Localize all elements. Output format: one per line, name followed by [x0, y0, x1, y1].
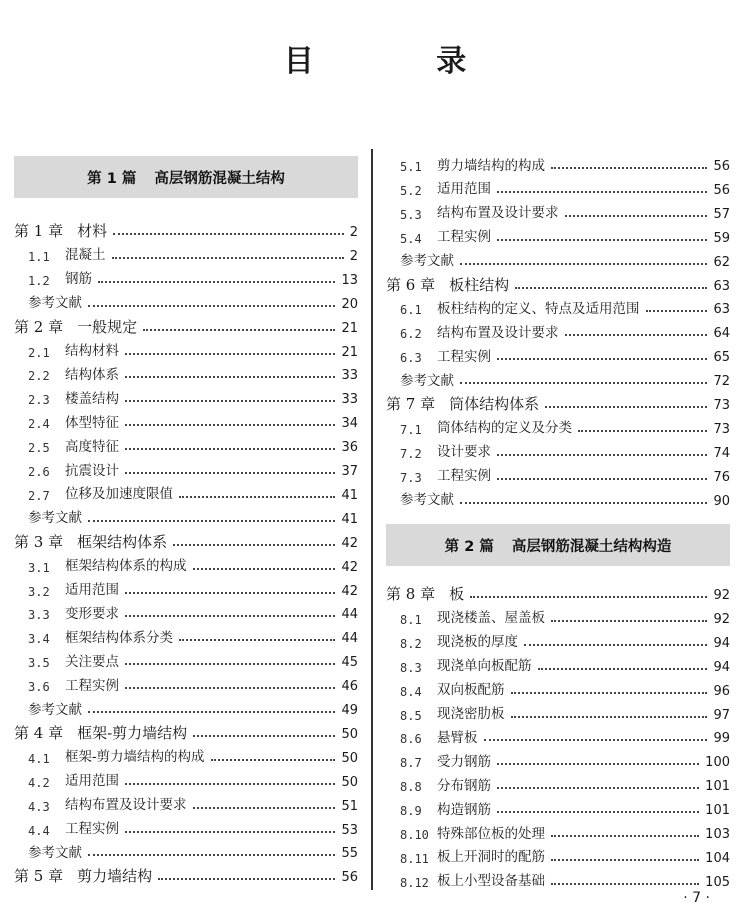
- entry-title: 双向板配筋: [437, 682, 505, 699]
- dot-leader: [646, 310, 708, 312]
- chapter-label: 第 1 章: [14, 222, 64, 240]
- entry-title: 高度特征: [65, 438, 119, 455]
- toc-entry-section[interactable]: [14, 241, 358, 263]
- entry-title: 剪力墙结构的构成: [437, 157, 545, 174]
- toc-entry-section[interactable]: [14, 265, 358, 287]
- dot-leader: [193, 735, 335, 737]
- toc-entry-section[interactable]: [386, 438, 730, 460]
- column-divider: [371, 149, 373, 890]
- page-ref: 73: [713, 398, 730, 413]
- chapter-label: 第 2 章: [14, 317, 64, 336]
- page-ref: 33: [341, 392, 358, 408]
- page-ref: 90: [713, 493, 730, 509]
- dot-leader: [125, 783, 335, 785]
- page-ref: 92: [713, 611, 730, 627]
- part-title: 高层钢筋混凝土结构构造: [511, 538, 672, 555]
- section-number: 8.12: [400, 875, 429, 890]
- page-ref: 56: [713, 182, 730, 198]
- page-ref: 64: [713, 326, 730, 342]
- page-ref: 44: [341, 631, 358, 647]
- section-number: 8.9: [400, 804, 422, 819]
- dot-leader: [125, 353, 335, 355]
- entry-title: 混凝土: [65, 247, 106, 264]
- page-ref: 13: [341, 272, 358, 288]
- toc-entry-section[interactable]: [14, 480, 358, 502]
- dot-leader: [578, 430, 707, 432]
- page-ref: 42: [341, 535, 358, 551]
- section-number: 3.1: [28, 560, 50, 575]
- dot-leader: [98, 281, 335, 283]
- toc-entry-section[interactable]: [14, 384, 358, 406]
- page-ref: 49: [341, 703, 358, 718]
- dot-leader: [460, 263, 707, 265]
- dot-leader: [551, 620, 707, 622]
- toc-entry-chapter[interactable]: [14, 719, 358, 741]
- page-ref: 42: [341, 559, 358, 575]
- page-ref: 59: [713, 230, 730, 246]
- entry-title: 板柱结构的定义、特点及适用范围: [437, 300, 640, 317]
- toc-entry-section[interactable]: [14, 671, 358, 693]
- page-ref: 44: [341, 607, 358, 623]
- entry-title: 板柱结构: [449, 275, 510, 294]
- dot-leader: [158, 878, 335, 880]
- page-ref: 53: [341, 822, 358, 838]
- toc-entry-section[interactable]: [14, 815, 358, 837]
- dot-leader: [497, 358, 707, 360]
- dot-leader: [460, 502, 707, 504]
- section-number: 4.3: [28, 799, 50, 814]
- entry-title: 筒体结构体系: [449, 395, 540, 413]
- toc-entry-section[interactable]: [386, 604, 730, 626]
- dot-leader: [551, 167, 707, 169]
- toc-entry-section[interactable]: [14, 623, 358, 645]
- page-ref: 62: [713, 254, 730, 270]
- toc-entry-ref[interactable]: [386, 486, 730, 508]
- entry-title: 变形要求: [65, 605, 119, 622]
- toc-entry-section[interactable]: [14, 552, 358, 574]
- section-number: 8.1: [400, 612, 422, 627]
- section-number: 3.6: [28, 680, 50, 695]
- entry-title: 关注要点: [65, 653, 119, 670]
- section-number: 8.11: [400, 851, 429, 866]
- dot-leader: [484, 739, 708, 741]
- toc-entry-ref[interactable]: [386, 366, 730, 388]
- page-ref: 37: [341, 464, 358, 479]
- page-ref: 94: [713, 635, 730, 651]
- toc-entry-chapter[interactable]: [14, 313, 358, 335]
- part-label: 第 1 篇: [87, 170, 137, 187]
- dot-leader: [125, 663, 335, 665]
- toc-entry-ref[interactable]: [14, 695, 358, 717]
- dot-leader: [511, 716, 708, 718]
- dot-leader: [497, 478, 707, 480]
- page-ref: 65: [713, 350, 730, 366]
- toc-entry-section[interactable]: [386, 795, 730, 817]
- entry-title: 板上开洞时的配筋: [437, 849, 545, 866]
- part-label: 第 2 篇: [444, 538, 494, 555]
- section-number: 7.3: [400, 470, 422, 485]
- page-ref: 46: [341, 679, 358, 695]
- entry-title: 结构布置及设计要求: [437, 324, 559, 341]
- entry-title: 参考文献: [400, 492, 454, 509]
- chapter-label: 第 6 章: [386, 275, 436, 294]
- dot-leader: [125, 592, 335, 594]
- entry-title: 工程实例: [437, 468, 491, 485]
- entry-title: 结构体系: [65, 366, 119, 383]
- toc-entry-section[interactable]: [386, 652, 730, 674]
- toc-entry-ref[interactable]: [14, 289, 358, 311]
- entry-title: 结构材料: [65, 343, 119, 359]
- entry-title: 结构布置及设计要求: [65, 797, 187, 814]
- section-number: 2.4: [28, 417, 50, 432]
- page-number: · 7 ·: [683, 890, 710, 906]
- entry-title: 参考文献: [400, 253, 454, 270]
- dot-leader: [193, 807, 336, 809]
- section-number: 8.3: [400, 660, 422, 675]
- page-ref: 100: [705, 755, 730, 771]
- toc-entry-section[interactable]: [14, 599, 358, 621]
- dot-leader: [524, 644, 707, 646]
- page-ref: 94: [713, 659, 730, 675]
- page-ref: 50: [341, 774, 358, 790]
- section-number: 8.7: [400, 756, 422, 771]
- section-number: 7.2: [400, 446, 422, 461]
- toc-entry-section[interactable]: [386, 867, 730, 889]
- section-number: 1.2: [28, 273, 50, 288]
- entry-title: 剪力墙结构: [77, 867, 153, 886]
- dot-leader: [497, 191, 707, 193]
- entry-title: 一般规定: [77, 317, 138, 336]
- dot-leader: [173, 544, 335, 546]
- page-ref: 63: [713, 278, 730, 294]
- dot-leader: [565, 215, 708, 217]
- section-number: 2.2: [28, 369, 50, 384]
- toc-entry-ref[interactable]: [386, 247, 730, 269]
- page-ref: 56: [341, 870, 358, 886]
- toc-entry-chapter[interactable]: [14, 217, 358, 239]
- section-number: 8.2: [400, 636, 422, 651]
- entry-title: 构造钢筋: [437, 801, 491, 818]
- entry-title: 板: [449, 585, 465, 603]
- toc-entry-section[interactable]: [386, 175, 730, 197]
- dot-leader: [125, 448, 335, 450]
- page-ref: 76: [713, 469, 730, 485]
- toc-entry-section[interactable]: [386, 819, 730, 841]
- page-ref: 2: [349, 248, 358, 264]
- toc-entry-section[interactable]: [386, 342, 730, 364]
- dot-leader: [113, 233, 344, 235]
- toc-entry-section[interactable]: [386, 723, 730, 745]
- entry-title: 体型特征: [65, 414, 119, 431]
- section-number: 4.1: [28, 751, 50, 766]
- entry-title: 框架结构体系的构成: [65, 558, 187, 575]
- toc-entry-chapter[interactable]: [386, 580, 730, 602]
- part-title: 高层钢筋混凝土结构: [154, 170, 285, 187]
- chapter-label: 第 4 章: [14, 723, 64, 742]
- toc-entry-section[interactable]: [386, 462, 730, 484]
- dot-leader: [497, 787, 699, 789]
- dot-leader: [497, 454, 707, 456]
- section-number: 3.4: [28, 632, 50, 647]
- section-number: 8.6: [400, 732, 422, 747]
- entry-title: 钢筋: [65, 271, 92, 288]
- page-ref: 21: [341, 320, 358, 336]
- entry-title: 参考文献: [28, 844, 82, 861]
- entry-title: 现浇密肋板: [437, 706, 505, 722]
- toc-entry-section[interactable]: [386, 771, 730, 793]
- page-ref: 51: [341, 798, 358, 814]
- section-number: 2.1: [28, 345, 50, 360]
- toc-entry-section[interactable]: [14, 337, 358, 359]
- page-ref: 34: [341, 416, 358, 432]
- toc-entry-section[interactable]: [14, 456, 358, 478]
- section-number: 6.2: [400, 327, 422, 342]
- toc-entry-section[interactable]: [14, 576, 358, 598]
- entry-title: 筒体结构的定义及分类: [437, 420, 572, 437]
- toc-entry-section[interactable]: [386, 843, 730, 865]
- chapter-label: 第 8 章: [386, 585, 436, 603]
- dot-leader: [497, 239, 707, 241]
- page-ref: 57: [713, 206, 730, 222]
- entry-title: 适用范围: [65, 773, 119, 790]
- entry-title: 参考文献: [28, 701, 82, 718]
- entry-title: 参考文献: [28, 510, 82, 527]
- toc-entry-section[interactable]: [14, 791, 358, 813]
- toc-entry-ref[interactable]: [14, 838, 358, 860]
- entry-title: 框架-剪力墙结构: [77, 723, 188, 742]
- toc-entry-chapter[interactable]: [14, 862, 358, 884]
- entry-title: 分布钢筋: [437, 777, 491, 794]
- section-number: 5.4: [400, 231, 422, 246]
- page-ref: 72: [713, 374, 730, 390]
- toc-entry-section[interactable]: [386, 151, 730, 173]
- toc-entry-section[interactable]: [14, 767, 358, 789]
- entry-title: 参考文献: [28, 295, 82, 312]
- dot-leader: [538, 668, 708, 670]
- dot-leader: [460, 382, 707, 384]
- toc-entry-chapter[interactable]: [14, 528, 358, 550]
- page-ref: 101: [705, 803, 730, 819]
- entry-title: 材料: [77, 222, 108, 240]
- page-ref: 74: [713, 445, 730, 461]
- section-number: 7.1: [400, 422, 422, 437]
- section-number: 1.1: [28, 249, 50, 264]
- dot-leader: [545, 406, 707, 408]
- dot-leader: [88, 305, 335, 307]
- entry-title: 楼盖结构: [65, 390, 119, 407]
- page-ref: 105: [705, 874, 730, 890]
- part-heading: [386, 524, 730, 566]
- dot-leader: [125, 472, 335, 474]
- dot-leader: [125, 615, 335, 617]
- page-ref: 63: [713, 302, 730, 318]
- section-number: 2.6: [28, 465, 50, 479]
- page-ref: 92: [713, 588, 730, 603]
- page-ref: 56: [713, 159, 730, 174]
- page-ref: 21: [341, 344, 358, 360]
- toc-entry-section[interactable]: [14, 408, 358, 430]
- section-number: 3.5: [28, 656, 50, 671]
- page-ref: 103: [705, 827, 730, 842]
- entry-title: 特殊部位板的处理: [437, 825, 545, 842]
- page-title: 目 录: [283, 44, 523, 79]
- entry-title: 悬臂板: [437, 729, 478, 746]
- page-ref: 36: [341, 440, 358, 456]
- dot-leader: [125, 831, 335, 833]
- page-ref: 96: [713, 683, 730, 699]
- dot-leader: [551, 835, 699, 837]
- section-number: 3.3: [28, 608, 50, 623]
- dot-leader: [179, 639, 335, 641]
- section-number: 4.2: [28, 775, 50, 790]
- page-ref: 55: [341, 846, 358, 862]
- toc-entry-section[interactable]: [386, 700, 730, 722]
- dot-leader: [211, 759, 336, 761]
- dot-leader: [551, 883, 699, 885]
- entry-title: 适用范围: [65, 582, 119, 598]
- page-ref: 42: [341, 583, 358, 599]
- page-ref: 104: [705, 850, 730, 866]
- chapter-label: 第 3 章: [14, 532, 64, 551]
- toc-entry-section[interactable]: [386, 294, 730, 316]
- toc-entry-section[interactable]: [14, 360, 358, 382]
- entry-title: 工程实例: [437, 348, 491, 365]
- dot-leader: [551, 859, 699, 861]
- entry-title: 结构布置及设计要求: [437, 205, 559, 222]
- page-ref: 41: [341, 511, 358, 527]
- page-ref: 41: [341, 487, 358, 503]
- entry-title: 适用范围: [437, 181, 491, 198]
- toc-entry-section[interactable]: [386, 414, 730, 436]
- toc-entry-section[interactable]: [14, 647, 358, 669]
- page-ref: 45: [341, 655, 358, 671]
- section-number: 8.10: [400, 828, 429, 842]
- dot-leader: [193, 568, 336, 570]
- page-ref: 73: [713, 421, 730, 437]
- toc-entry-section[interactable]: [386, 628, 730, 650]
- section-number: 6.1: [400, 303, 422, 318]
- dot-leader: [515, 287, 707, 289]
- entry-title: 现浇楼盖、屋盖板: [437, 610, 545, 627]
- section-number: 5.1: [400, 160, 422, 174]
- section-number: 8.4: [400, 684, 422, 699]
- entry-title: 现浇板的厚度: [437, 634, 518, 651]
- page-ref: 97: [713, 707, 730, 723]
- toc-entry-section[interactable]: [386, 318, 730, 340]
- toc-entry-section[interactable]: [386, 747, 730, 769]
- toc-entry-section[interactable]: [14, 743, 358, 765]
- dot-leader: [497, 811, 699, 813]
- toc-entry-chapter[interactable]: [386, 390, 730, 412]
- entry-title: 工程实例: [65, 677, 119, 694]
- toc-entry-section[interactable]: [386, 676, 730, 698]
- toc-entry-ref[interactable]: [14, 504, 358, 526]
- dot-leader: [125, 376, 335, 378]
- dot-leader: [112, 257, 344, 259]
- page-ref: 50: [341, 750, 358, 766]
- toc-entry-section[interactable]: [386, 223, 730, 245]
- dot-leader: [125, 687, 335, 689]
- section-number: 2.5: [28, 441, 50, 456]
- chapter-label: 第 7 章: [386, 395, 436, 413]
- entry-title: 设计要求: [437, 444, 491, 461]
- page-ref: 50: [341, 726, 358, 742]
- section-number: 3.2: [28, 584, 50, 599]
- dot-leader: [179, 496, 335, 498]
- toc-entry-section[interactable]: [386, 199, 730, 221]
- part-heading: [14, 156, 358, 198]
- entry-title: 位移及加速度限值: [65, 486, 173, 503]
- section-number: 2.7: [28, 488, 50, 503]
- page-ref: 99: [713, 731, 730, 747]
- page-ref: 2: [349, 225, 358, 240]
- dot-leader: [497, 763, 699, 765]
- entry-title: 框架结构体系: [77, 532, 168, 551]
- entry-title: 受力钢筋: [437, 753, 491, 770]
- entry-title: 框架-剪力墙结构的构成: [65, 749, 205, 766]
- dot-leader: [88, 520, 335, 522]
- dot-leader: [125, 400, 335, 402]
- entry-title: 参考文献: [400, 372, 454, 389]
- page-ref: 20: [341, 296, 358, 312]
- dot-leader: [125, 424, 335, 426]
- dot-leader: [88, 854, 335, 856]
- dot-leader: [470, 596, 707, 598]
- entry-title: 板上小型设备基础: [437, 873, 545, 890]
- dot-leader: [565, 334, 708, 336]
- page-ref: 101: [705, 779, 730, 795]
- section-number: 6.3: [400, 351, 422, 366]
- dot-leader: [511, 692, 708, 694]
- entry-title: 工程实例: [65, 821, 119, 837]
- entry-title: 现浇单向板配筋: [437, 658, 532, 675]
- section-number: 4.4: [28, 823, 50, 838]
- section-number: 8.8: [400, 780, 422, 795]
- section-number: 2.3: [28, 393, 50, 408]
- entry-title: 框架结构体系分类: [65, 629, 173, 646]
- section-number: 5.2: [400, 183, 422, 198]
- entry-title: 抗震设计: [65, 462, 119, 479]
- chapter-label: 第 5 章: [14, 867, 64, 886]
- entry-title: 工程实例: [437, 229, 491, 246]
- toc-entry-chapter[interactable]: [386, 271, 730, 293]
- dot-leader: [88, 711, 335, 713]
- section-number: 5.3: [400, 207, 422, 222]
- dot-leader: [143, 329, 335, 331]
- section-number: 8.5: [400, 708, 422, 723]
- toc-entry-section[interactable]: [14, 432, 358, 454]
- page-ref: 33: [341, 368, 358, 384]
